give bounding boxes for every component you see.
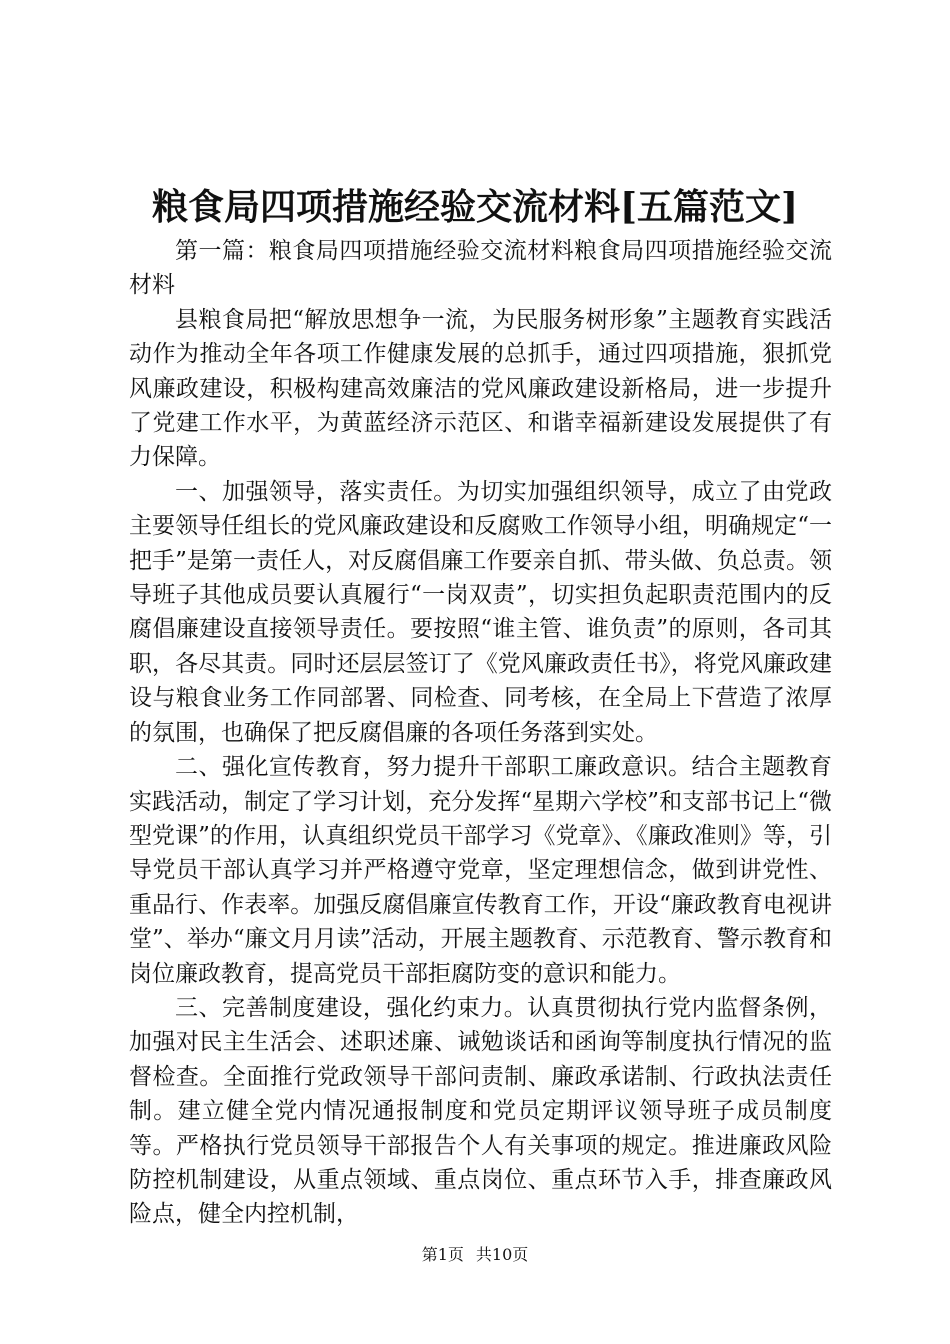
page-number: 第1页 <box>421 1245 464 1264</box>
paragraph-section-3: 三、完善制度建设，强化约束力。认真贯彻执行党内监督条例，加强对民主生活会、述职述廉、诫勉谈话和函询等制度执行情况的监督检查。全面推行党政领导干部问责制、廉政承诺制、行政执法责任制。建立健全党内情况通报制度和党员定期评议领导班子成员制度等。严格执行党员领导干部报告个人有关事项的规定。推进廉政风险防控机制建设，从重点领域、重点岗位、重点环节入手，排查廉政风险点，健全内控机制， <box>129 994 832 1228</box>
paragraph-section-2: 二、强化宣传教育，努力提升干部职工廉政意识。结合主题教育实践活动，制定了学习计划，充分发挥“星期六学校”和支部书记上“微型党课”的作用，认真组织党员干部学习《党章》、《廉政准则》等，引导党员干部认真学习并严格遵守党章，坚定理想信念，做到讲党性、重品行、作表率。加强反腐倡廉宣传教育工作，开设“廉政教育电视讲堂”、举办“廉文月月读”活动，开展主题教育、示范教育、警示教育和岗位廉政教育，提高党员干部拒腐防变的意识和能力。 <box>129 754 832 987</box>
paragraph-section-1: 一、加强领导，落实责任。为切实加强组织领导，成立了由党政主要领导任组长的党风廉政建设和反腐败工作领导小组，明确规定“一把手”是第一责任人，对反腐倡廉工作要亲自抓、带头做、负总责。领导班子其他成员要认真履行“一岗双责”，切实担负起职责范围内的反腐倡廉建设直接领导责任。要按照“谁主管、谁负责”的原则，各司其职，各尽其责。同时还层层签订了《党风廉政责任书》，将党风廉政建设与粮食业务工作同部署、同检查、同考核，在全局上下营造了浓厚的氛围，也确保了把反腐倡廉的各项任务落到实处。 <box>129 478 832 746</box>
page-total: 共10页 <box>475 1245 529 1264</box>
page-footer <box>0 1245 950 1265</box>
paragraph-overview: 县粮食局把“解放思想争一流，为民服务树形象”主题教育实践活动作为推动全年各项工作健康发展的总抓手，通过四项措施，狠抓党风廉政建设，积极构建高效廉洁的党风廉政建设新格局，进一步提升了党建工作水平，为黄蓝经济示范区、和谐幸福新建设发展提供了有力保障。 <box>129 306 832 471</box>
paragraph-intro: 第一篇：粮食局四项措施经验交流材料粮食局四项措施经验交流材料 <box>129 238 832 299</box>
document-title: 粮食局四项措施经验交流材料[五篇范文] <box>151 186 799 228</box>
document-body <box>129 234 832 1232</box>
